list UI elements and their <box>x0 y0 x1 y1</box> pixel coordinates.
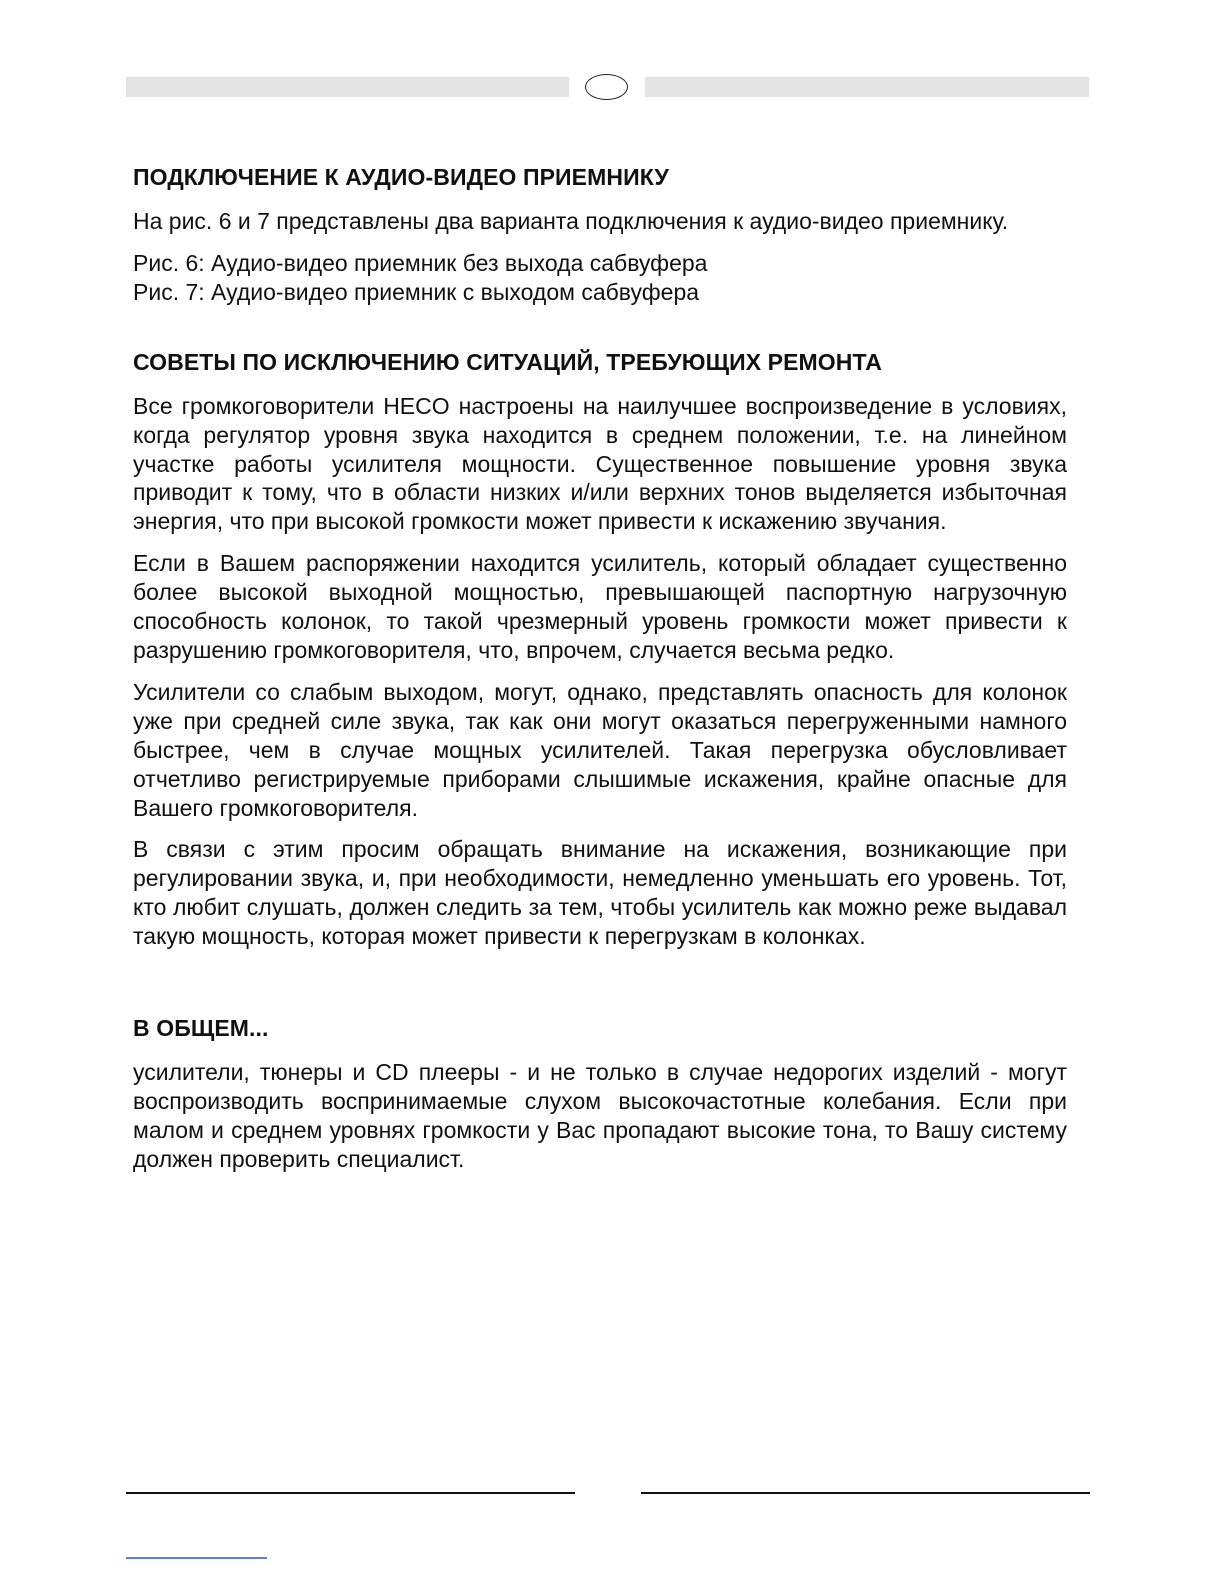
paragraph-tips-1: Все громкоговорители HECO настроены на наилучшее воспроизведение в условиях, когда регулятор уровня звука находится в среднем положении, т.е. на линейном участке работы усилителя мощности. Существенное повышение уровня звука приводит к тому, что в области низких и/или верхних тонов выделяется избыточная энергия, что при высокой громкости может привести к искажению звучания. <box>133 392 1067 535</box>
header-bar-left <box>126 77 569 97</box>
section-heading-repair-tips: СОВЕТЫ ПО ИСКЛЮЧЕНИЮ СИТУАЦИЙ, ТРЕБУЮЩИХ РЕМОНТА <box>133 348 882 375</box>
header-oval-icon <box>585 74 628 100</box>
figure-list <box>133 249 1067 307</box>
section-heading-summary: В ОБЩЕМ... <box>133 1015 269 1042</box>
paragraph-av-intro: На рис. 6 и 7 представлены два варианта подключения к аудио-видео приемнику. <box>133 208 1009 234</box>
figure-caption-6: Рис. 6: Аудио-видео приемник без выхода сабвуфера <box>133 249 708 276</box>
paragraph-summary: усилители, тюнеры и CD плееры - и не только в случае недорогих изделий - могут воспроизводить воспринимаемые слухом высокочастотные колебания. Если при малом и среднем уровнях громкости у Вас пропадают высокие тона, то Вашу систему должен проверить специалист. <box>133 1059 1067 1172</box>
footer-rule-right <box>641 1492 1090 1494</box>
header-bar-right <box>645 77 1089 97</box>
paragraph-tips-2: Если в Вашем распоряжении находится усилитель, который обладает существенно более высокой выходной мощностью, превышающей паспортную нагрузочную способность колонок, то такой чрезмерный уровень громкости может привести к разрушению громкоговорителя, что, впрочем, случается весьма редко. <box>133 550 1067 663</box>
footer-rule-left <box>126 1492 575 1494</box>
paragraph-tips-4: В связи с этим просим обращать внимание на искажения, возникающие при регулировании звука, и, при необходимости, немедленно уменьшать его уровень. Тот, кто любит слушать, должен следить за тем, чтобы усилитель как можно реже выдавал такую мощность, которая может привести к перегрузкам в колонках. <box>133 836 1067 950</box>
section-heading-av-receiver: ПОДКЛЮЧЕНИЕ К АУДИО-ВИДЕО ПРИЕМНИКУ <box>133 164 669 190</box>
figure-caption-7: Рис. 7: Аудио-видео приемник с выходом сабвуфера <box>133 278 700 305</box>
paragraph-tips-3: Усилители со слабым выходом, могут, однако, представлять опасность для колонок уже при средней силе звука, так как они могут оказаться перегруженными намного быстрее, чем в случае мощных усилителей. Такая перегрузка обусловливает отчетливо регистрируемые приборами слышимые искажения, крайне опасные для Вашего громкоговорителя. <box>133 678 1067 821</box>
footer-corner-mark <box>126 1557 267 1559</box>
page-content <box>133 163 1067 1187</box>
